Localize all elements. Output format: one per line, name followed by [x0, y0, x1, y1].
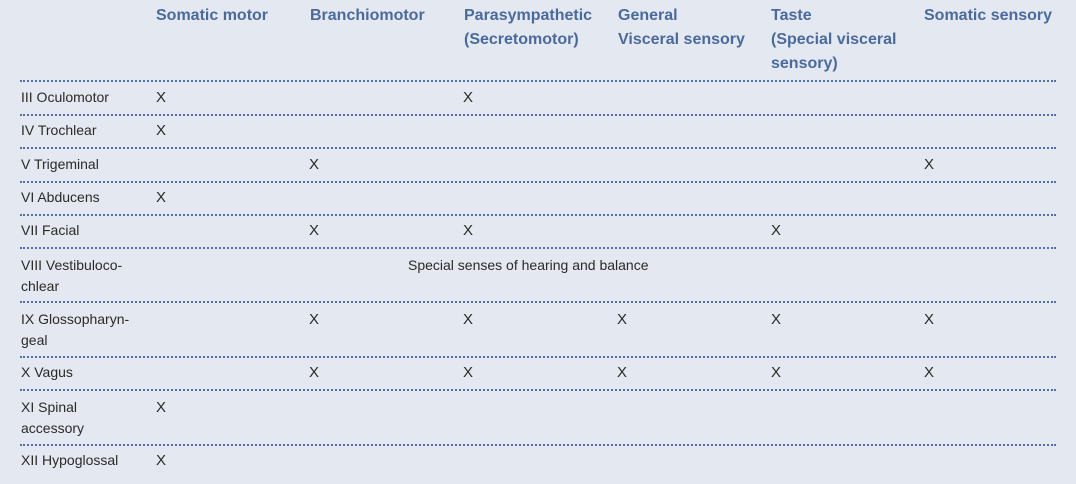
row-divider: [20, 444, 1056, 446]
row-divider: [20, 214, 1056, 216]
cell-mark: X: [463, 364, 474, 381]
row-label: XII Hypoglossal: [21, 452, 119, 468]
header-general-visceral-sensory: General Visceral sensory: [618, 7, 745, 48]
row-label: IV Trochlear: [21, 122, 97, 138]
row-divider: [20, 356, 1056, 358]
cell-mark: X: [463, 89, 474, 106]
row-label: VI Abducens: [21, 189, 100, 205]
header-parasympathetic: Parasympathetic (Secretomotor): [464, 7, 593, 48]
row-divider: [20, 301, 1056, 303]
cell-mark: X: [156, 189, 167, 206]
cell-mark: X: [924, 364, 935, 381]
cell-mark: X: [309, 222, 320, 239]
row-divider: [20, 181, 1056, 183]
cell-mark: X: [771, 222, 782, 239]
row-label: V Trigeminal: [21, 156, 99, 172]
row-divider: [20, 80, 1056, 82]
cell-mark: X: [156, 122, 167, 139]
row-label: VIII Vestibuloco- chlear: [21, 257, 123, 294]
row-divider: [20, 247, 1056, 249]
cell-mark: X: [924, 156, 935, 173]
row-label: VII Facial: [21, 222, 80, 238]
row-label: XI Spinal accessory: [21, 399, 85, 436]
row-label: IX Glossopharyn- geal: [21, 311, 130, 348]
cell-mark: X: [924, 311, 935, 328]
cell-mark: X: [617, 364, 628, 381]
row-divider: [20, 114, 1056, 116]
cell-mark: X: [617, 311, 628, 328]
cell-mark: X: [309, 311, 320, 328]
row-label: X Vagus: [21, 364, 73, 380]
row-label: III Oculomotor: [21, 89, 109, 105]
cell-mark: X: [463, 311, 474, 328]
cell-mark: X: [156, 399, 167, 416]
cell-mark: X: [156, 452, 167, 469]
cell-mark: X: [771, 311, 782, 328]
cell-mark: X: [156, 89, 167, 106]
row-note: Special senses of hearing and balance: [408, 257, 649, 273]
table-header: [0, 0, 1076, 78]
cell-mark: X: [463, 222, 474, 239]
row-divider: [20, 147, 1056, 149]
header-branchiomotor: Branchiomotor: [310, 7, 425, 24]
row-divider: [20, 389, 1056, 391]
cell-mark: X: [309, 364, 320, 381]
cell-mark: X: [771, 364, 782, 381]
header-somatic-motor: Somatic motor: [156, 7, 269, 24]
header-taste: Taste (Special visceral sensory): [771, 7, 897, 72]
header-somatic-sensory: Somatic sensory: [924, 7, 1053, 24]
cell-mark: X: [309, 156, 320, 173]
